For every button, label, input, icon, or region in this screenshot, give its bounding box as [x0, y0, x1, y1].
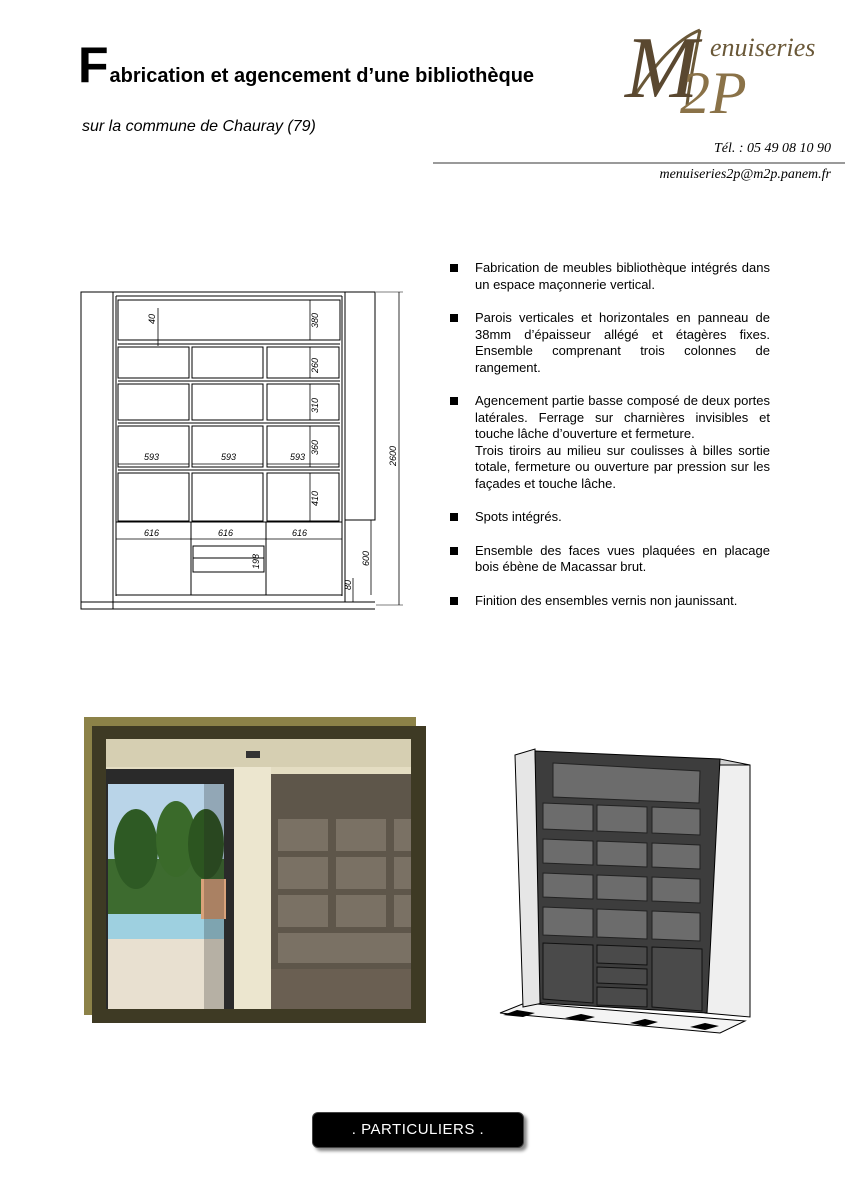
particuliers-button[interactable]: . PARTICULIERS . [312, 1112, 524, 1148]
logo-letter-m: M [625, 20, 699, 117]
dim-198: 198 [251, 553, 261, 569]
dim-40: 40 [147, 313, 157, 324]
dim-600: 600 [361, 550, 371, 566]
dim-593-c: 593 [290, 452, 306, 462]
dim-360: 360 [310, 439, 320, 455]
page-subtitle: sur la commune de Chauray (79) [82, 118, 316, 135]
feature-item: Ensemble des faces vues plaquées en placage bois ébène de Macassar brut. [450, 543, 770, 576]
bookcase-3d-render [495, 745, 755, 1040]
page-title [78, 37, 535, 93]
dim-310: 310 [310, 397, 320, 413]
dim-260: 260 [310, 357, 320, 373]
bullet-icon [450, 264, 458, 272]
feature-item: Spots intégrés. [450, 509, 770, 526]
right-wall [345, 292, 375, 520]
dim-80: 80 [343, 579, 353, 590]
title-initial: F [78, 37, 109, 93]
bullet-icon [450, 397, 458, 405]
title-text: abrication et agencement d’une bibliothèque [109, 65, 535, 87]
feature-item: Agencement partie basse composé de deux portes latérales. Ferrage sur charnières invisibles et touche lâche d’ouverture et fermeture. Trois tiroirs au milieu sur coulisses à billes sortie totale, fermeture ou ouverture par pression sur les façades et touche lâche. [450, 393, 770, 492]
left-wall [81, 292, 113, 609]
dim-2600: 2600 [388, 445, 398, 466]
logo-word: enuiseries [710, 33, 816, 62]
dim-616-c: 616 [292, 528, 308, 538]
bullet-icon [450, 597, 458, 605]
feature-item: Parois verticales et horizontales en panneau de 38mm d’épaisseur allégé et étagères fixes. Ensemble comprenant trois colonnes de rangement. [450, 310, 770, 376]
dim-616-a: 616 [144, 528, 160, 538]
company-logo [625, 20, 835, 126]
logo-number: 2P [680, 60, 747, 126]
dim-593-b: 593 [221, 452, 237, 462]
phone-number: Tél. : 05 49 08 10 90 [713, 141, 831, 156]
interior-photo [106, 739, 411, 1009]
feature-item: Fabrication de meubles bibliothèque intégrés dans un espace maçonnerie vertical. [450, 260, 770, 293]
technical-drawing [78, 288, 408, 613]
dim-616-b: 616 [218, 528, 234, 538]
bullet-icon [450, 547, 458, 555]
email-address: menuiseries2p@m2p.panem.fr [659, 167, 831, 182]
header-divider [433, 162, 845, 164]
feature-list [450, 260, 770, 626]
dim-593-a: 593 [144, 452, 160, 462]
dim-380: 380 [310, 312, 320, 328]
feature-item: Finition des ensembles vernis non jaunissant. [450, 593, 770, 610]
bullet-icon [450, 314, 458, 322]
dim-410: 410 [310, 490, 320, 506]
bullet-icon [450, 513, 458, 521]
